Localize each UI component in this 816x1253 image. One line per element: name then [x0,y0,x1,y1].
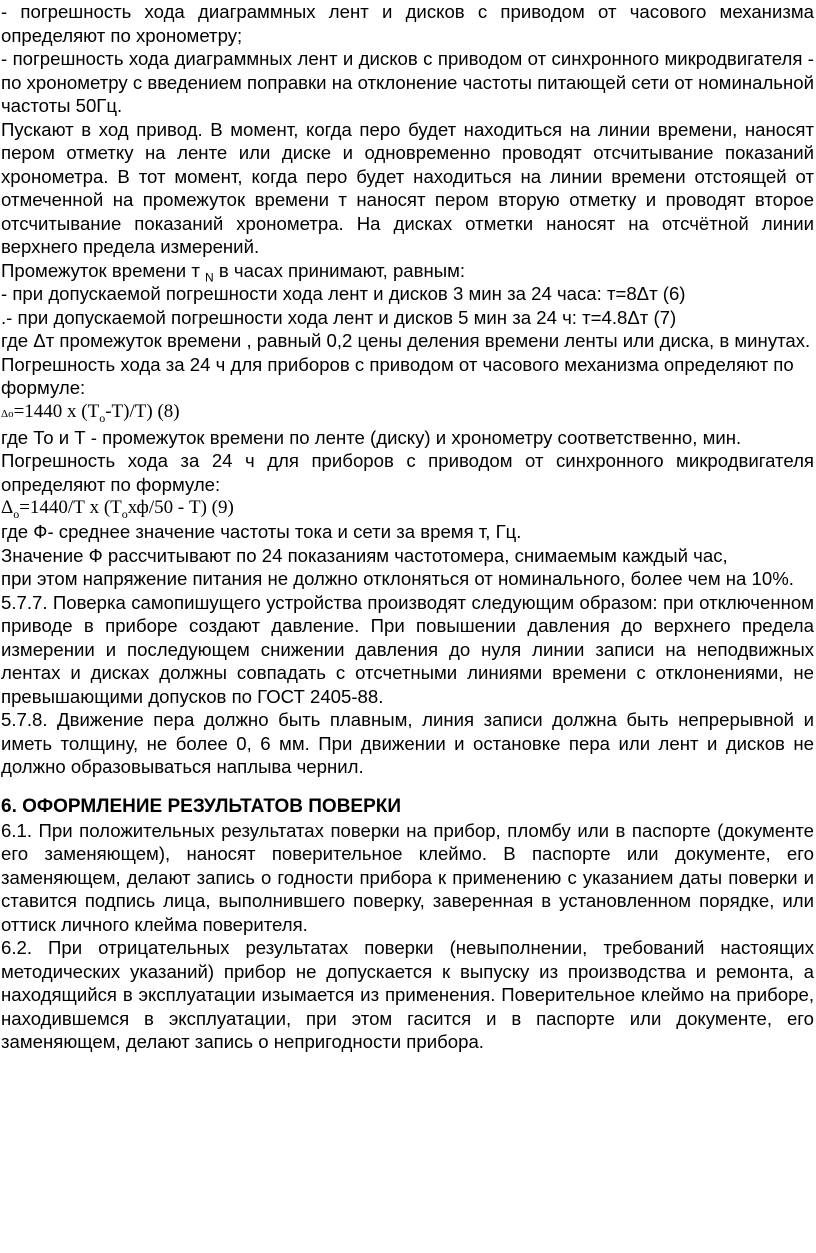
formula-9: $\Delta_о=1440/Т$ х $(Т_охф/50 - Т)$ (9) [1,497,234,521]
paragraph-interval-5min: .- при допускаемой погрешности хода лент и дисков 5 мин за 24 ч: т=4.8Δт (7) [1,306,677,328]
paragraph-procedure: Пускают в ход привод. В момент, когда перо будет находиться на линии времени, наносят пером отметку на ленте или диске и одновременно проводят отсчитывание показаний хронометра. В тот момент, когда перо будет находиться на линии времени отстоящей от отмеченной на промежуток времени т наносят пером вторую отметку и проводят второе отсчитывание показаний хронометра. На дисках отметки наносят на отсчётной линии верхнего предела измерений. [1,118,814,257]
paragraph-interval: Промежуток времени т $_N$ в часах принимают, равным: [1,259,466,285]
paragraph-6-2: 6.2. При отрицательных результатах поверки (невыполнении, требований настоящих методических указаний) прибор не допускается к выпуску из производства и ремонта, а находящийся в эксплуатации изымается из применения. Поверительное клеймо на приборе, находившемся в эксплуатации, при этом гасится и в паспорте или документе, его заменяющем, делают запись о непригодности прибора. [1,937,814,1052]
paragraph-5-7-8: 5.7.8. Движение пера должно быть плавным, линия записи должна быть непрерывной и иметь толщину, не более 0, 6 мм. При движении и остановке пера или лент и дисков не должно образовываться наплыва чернил. [1,709,814,777]
formula-8: Δо=1440 х $(Т_о-Т)/Т$) (8) [1,400,180,425]
paragraph-delta-definition: где Δт промежуток времени , равный 0,2 цены деления времени ленты или диска, в минутах. [1,330,811,351]
section-6-title: 6. ОФОРМЛЕНИЕ РЕЗУЛЬТАТОВ ПОВЕРКИ [1,795,402,817]
paragraph-5-7-7: 5.7.7. Поверка самопишущего устройства производят следующим образом: при отключенном приводе в приборе создают давление. При повышении давления до верхнего предела измерении и последующем снижении давления до нуля линии записи на неподвижных лентах и дисках должны совпадать с отсчетными линиями времени с отклонениями, не превышающими допусков по ГОСТ 2405-88. [1,591,814,707]
paragraph-frequency-readings: Значение Ф рассчитывают по 24 показаниям частотомера, снимаемым каждый час, [1,544,728,566]
paragraph-interval-3min: - при допускаемой погрешности хода лент и дисков 3 мин за 24 часа: т=8Δт (6) [1,283,686,304]
paragraph-synchronous-error: - погрешность хода диаграммных лент и дисков с приводом от синхронного микродвигателя - по хронометру с введением поправки на отклонение частоты питающей сети от номинальной частоты 50Гц. [1,48,814,116]
paragraph-6-1: 6.1. При положительных результатах поверки на прибор, пломбу или в паспорте (документе его заменяющем), наносят поверительное клеймо. В паспорте или документе, его заменяющем, делают запись о годности прибора к применению с указанием даты поверки и ставится подпись лица, выполнившего поверку, заверенная в установленном порядке, или оттиск личного клейма поверителя. [1,819,814,935]
paragraph-formula-8-legend: где То и Т - промежуток времени по ленте (диску) и хронометру соответственно, мин. [1,426,742,448]
paragraph-formula-9-legend: где Ф- среднее значение частоты тока и сети за время т, Гц. [1,521,522,542]
paragraph-voltage-note: при этом напряжение питания не должно отклоняться от номинального, более чем на 10%. [1,568,794,589]
paragraph-formula-intro-clock: Погрешность хода за 24 ч для приборов с приводом от часового механизма определяют по формуле: [1,353,794,398]
paragraph-formula-intro-sync: Погрешность хода за 24 ч для приборов с приводом от синхронного микродвигателя определяют по формуле: [1,450,814,495]
paragraph-clockwork-error: - погрешность хода диаграммных лент и дисков с приводом от часового механизма определяют по хронометру; [1,1,814,46]
